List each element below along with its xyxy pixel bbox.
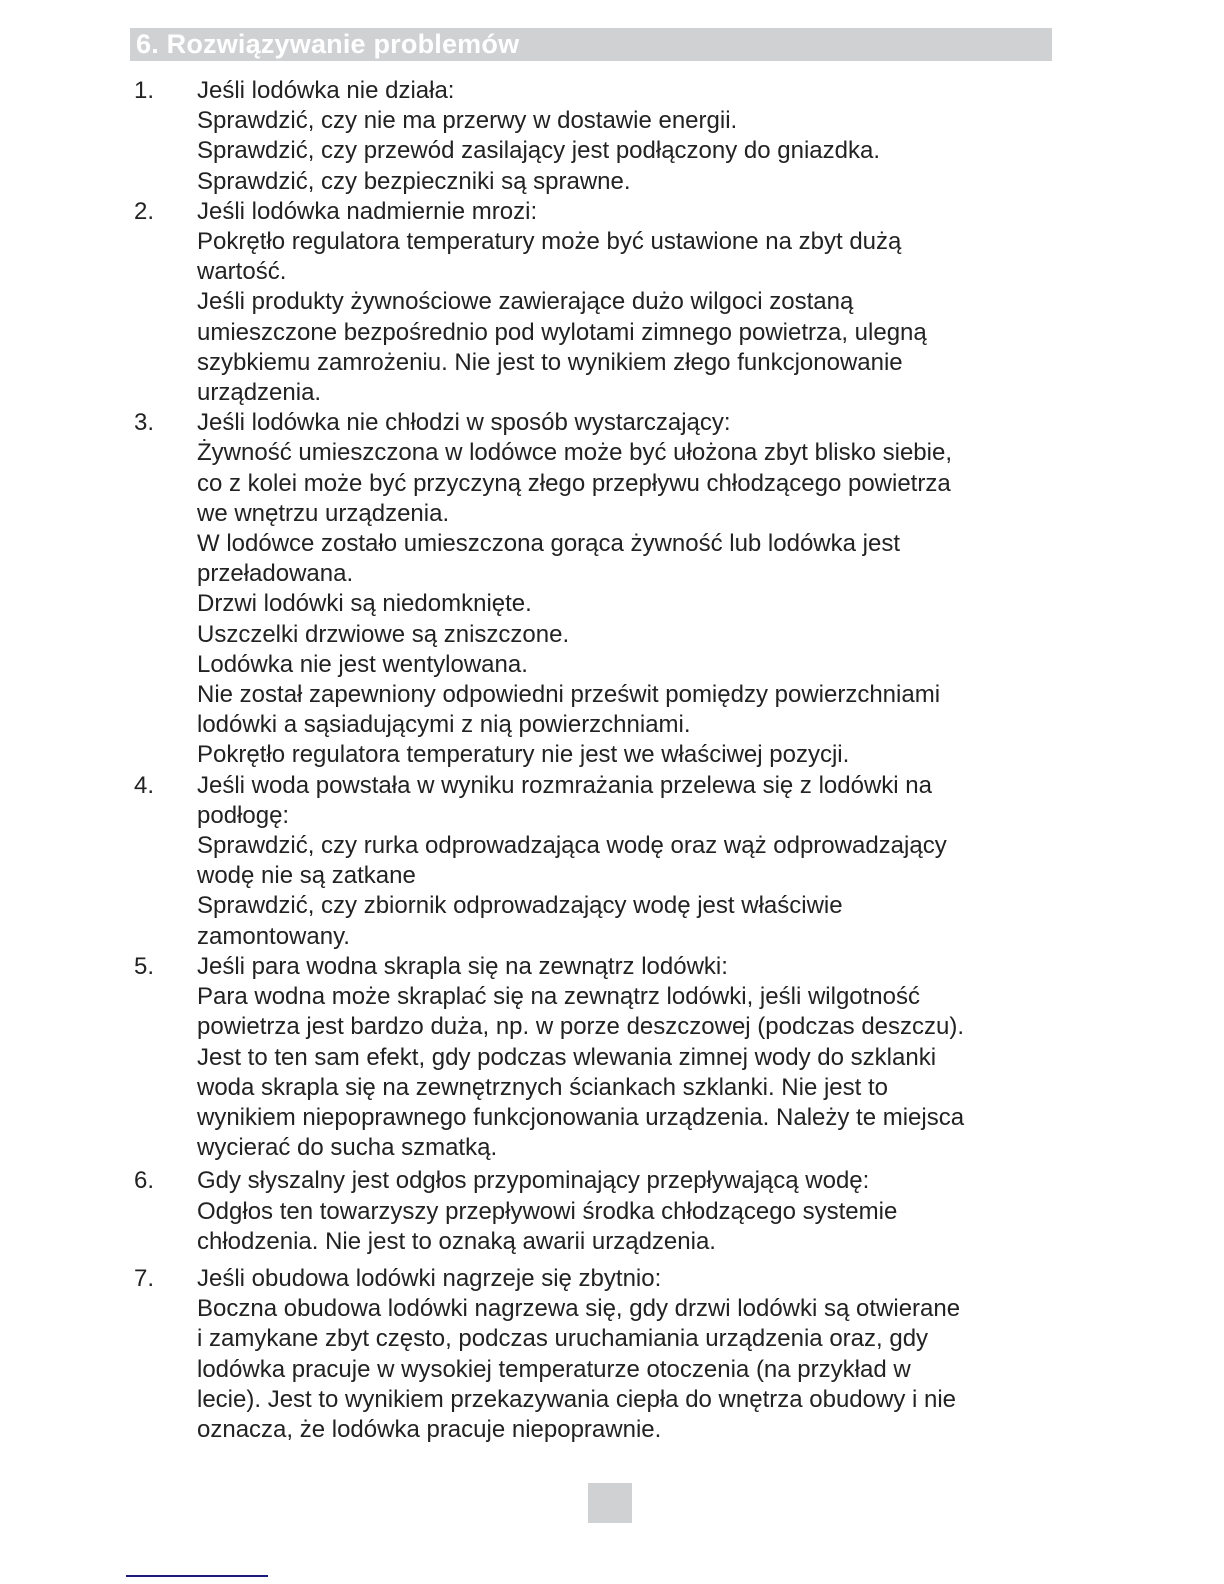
item-number: 1.: [134, 77, 155, 104]
item-text-line: szybkiemu zamrożeniu. Nie jest to wynikiem złego funkcjonowanie: [197, 348, 903, 376]
item-number: 5.: [134, 952, 155, 980]
item-text-line: Boczna obudowa lodówki nagrzewa się, gdy drzwi lodówki są otwierane: [197, 1295, 961, 1323]
item-text-line: Sprawdzić, czy rurka odprowadzająca wodę oraz wąż odprowadzający: [197, 832, 947, 860]
item-heading: Jeśli woda powstała w wyniku rozmrażania przelewa się z lodówki na: [197, 771, 932, 799]
item-text-line: woda skrapla się na zewnętrznych ściankach szklanki. Nie jest to: [197, 1073, 888, 1101]
item-text-line: podłogę:: [197, 801, 290, 829]
item-text-line: wartość.: [197, 258, 287, 286]
item-number: 6.: [134, 1167, 155, 1195]
item-text-line: Żywność umieszczona w lodówce może być ułożona zbyt blisko siebie,: [197, 439, 953, 467]
item-text-line: Sprawdzić, czy bezpieczniki są sprawne.: [197, 167, 631, 195]
footer-rule: [126, 1575, 268, 1577]
item-text-line: lodówki a sąsiadującymi z nią powierzchniami.: [197, 711, 691, 739]
item-heading: Jeśli para wodna skrapla się na zewnątrz lodówki:: [197, 952, 728, 980]
list-item: [134, 76, 1074, 197]
item-number: 4.: [134, 771, 155, 799]
item-text-line: Pokrętło regulatora temperatury nie jest we właściwej pozycji.: [197, 741, 850, 769]
item-heading: Jeśli lodówka nadmiernie mrozi:: [197, 197, 538, 225]
item-text-line: oznacza, że lodówka pracuje niepoprawnie.: [197, 1415, 662, 1443]
list-item: [134, 408, 1074, 770]
item-text-line: W lodówce zostało umieszczona gorąca żywność lub lodówka jest: [197, 530, 900, 558]
item-text-line: Para wodna może skraplać się na zewnątrz lodówki, jeśli wilgotność: [197, 983, 920, 1011]
item-text-line: urządzenia.: [197, 379, 322, 407]
list-item: [134, 1264, 1074, 1445]
item-heading: Jeśli lodówka nie chłodzi w sposób wystarczający:: [197, 409, 731, 437]
item-text-line: wycierać do sucha szmatką.: [197, 1134, 498, 1162]
item-number: 3.: [134, 409, 155, 437]
item-text-line: Uszczelki drzwiowe są zniszczone.: [197, 620, 570, 648]
item-text-line: Lodówka nie jest wentylowana.: [197, 650, 528, 678]
troubleshooting-list: [134, 76, 1074, 1445]
item-text-line: przeładowana.: [197, 560, 354, 588]
item-text-line: i zamykane zbyt często, podczas uruchamiania urządzenia oraz, gdy: [197, 1325, 929, 1353]
item-heading: Jeśli obudowa lodówki nagrzeje się zbytnio:: [197, 1264, 662, 1292]
item-text-line: Jest to ten sam efekt, gdy podczas wlewania zimnej wody do szklanki: [197, 1043, 937, 1071]
item-text-line: we wnętrzu urządzenia.: [197, 499, 450, 527]
item-text-line: powietrza jest bardzo duża, np. w porze deszczowej (podczas deszczu).: [197, 1013, 965, 1041]
section-title: 6. Rozwiązywanie problemów: [136, 29, 520, 59]
page-number-box: [588, 1483, 632, 1523]
item-text-line: Sprawdzić, czy przewód zasilający jest podłączony do gniazdka.: [197, 137, 881, 165]
item-text-line: Sprawdzić, czy nie ma przerwy w dostawie energii.: [197, 107, 738, 135]
section-header: [130, 28, 1052, 61]
item-number: 7.: [134, 1264, 155, 1292]
item-text-line: zamontowany.: [197, 922, 350, 950]
list-item: [134, 1166, 1074, 1257]
item-text-line: umieszczone bezpośrednio pod wylotami zimnego powietrza, ulegną: [197, 318, 927, 346]
item-text-line: wodę nie są zatkane: [197, 862, 416, 890]
item-text-line: co z kolei może być przyczyną złego przepływu chłodzącego powietrza: [197, 469, 951, 497]
item-heading: Gdy słyszalny jest odgłos przypominający przepływającą wodę:: [197, 1167, 870, 1195]
item-number: 2.: [134, 197, 155, 225]
item-text-line: Nie został zapewniony odpowiedni prześwit pomiędzy powierzchniami: [197, 681, 941, 709]
item-text-line: Odgłos ten towarzyszy przepływowi środka chłodzącego systemie: [197, 1197, 898, 1225]
item-text-line: Sprawdzić, czy zbiornik odprowadzający wodę jest właściwie: [197, 892, 843, 920]
item-text-line: chłodzenia. Nie jest to oznaką awarii urządzenia.: [197, 1227, 716, 1255]
item-text-line: wynikiem niepoprawnego funkcjonowania urządzenia. Należy te miejsca: [197, 1103, 965, 1131]
item-text-line: Drzwi lodówki są niedomknięte.: [197, 590, 532, 618]
list-item: [134, 197, 1074, 408]
list-item: [134, 952, 1074, 1163]
item-text-line: Jeśli produkty żywnościowe zawierające dużo wilgoci zostaną: [197, 288, 854, 316]
item-text-line: lecie). Jest to wynikiem przekazywania ciepła do wnętrza obudowy i nie: [197, 1385, 957, 1413]
item-text-line: Pokrętło regulatora temperatury może być ustawione na zbyt dużą: [197, 228, 902, 256]
item-text-line: lodówka pracuje w wysokiej temperaturze otoczenia (na przykład w: [197, 1355, 911, 1383]
list-item: [134, 771, 1074, 952]
item-heading: Jeśli lodówka nie działa:: [197, 77, 455, 104]
